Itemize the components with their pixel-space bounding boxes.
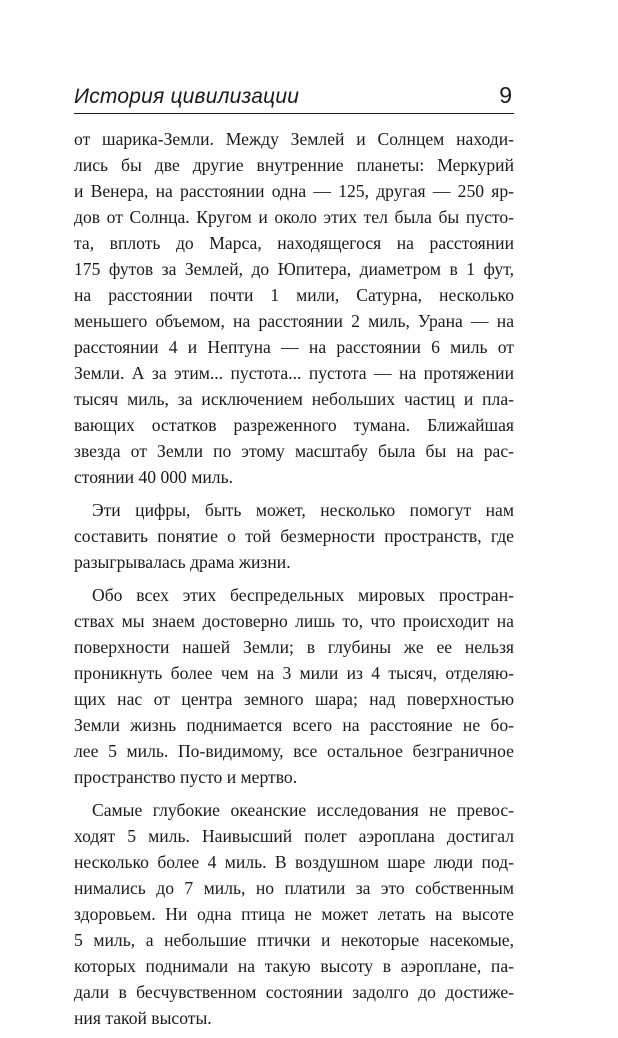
text-line: ходят 5 миль. Наивысший полет аэроплана достигал [74, 826, 514, 846]
text-line: Земли жизнь поднимается всего на расстояние не бо- [74, 715, 514, 735]
text-line: меньшего объемом, на расстоянии 2 миль, Урана — на [74, 311, 514, 331]
paragraph [74, 497, 514, 575]
running-title: История цивилизации [74, 85, 300, 108]
text-line: лись бы две другие внутренние планеты: Меркурий [74, 155, 514, 175]
text-line: поверхности нашей Земли; в глубины же ее нельзя [74, 637, 514, 657]
text-line: и Венера, на расстоянии одна — 125, другая — 250 яр- [74, 181, 514, 201]
text-line: ствах мы знаем достоверно лишь то, что происходит на [74, 611, 514, 631]
paragraph [74, 797, 514, 1031]
body-text [74, 126, 514, 1038]
text-line: тысяч миль, за исключением небольших частиц и пла- [74, 389, 514, 409]
text-line: дали в бесчувственном состоянии задолго до достиже- [74, 982, 514, 1002]
text-line: дов от Солнца. Кругом и около этих тел была бы пусто- [74, 207, 514, 227]
text-line: стоянии 40 000 миль. [74, 467, 233, 487]
running-header [74, 80, 514, 116]
text-line: щих нас от центра земного шара; над поверхностью [74, 689, 514, 709]
text-line: составить понятие о той безмерности пространств, где [74, 526, 514, 546]
text-line: Самые глубокие океанские исследования не превос- [92, 800, 514, 820]
text-line: на расстоянии почти 1 мили, Сатурна, несколько [74, 285, 514, 305]
header-rule [74, 113, 514, 114]
text-line: нимались до 7 миль, но платили за это собственным [74, 878, 514, 898]
text-line: проникнуть более чем на 3 мили из 4 тысяч, отделяю- [74, 663, 514, 683]
text-line: 175 футов за Землей, до Юпитера, диаметром в 1 фут, [74, 259, 514, 279]
text-line: Эти цифры, быть может, несколько помогут нам [92, 500, 514, 520]
text-line: та, вплоть до Марса, находящегося на расстоянии [74, 233, 514, 253]
text-line: ния такой высоты. [74, 1008, 212, 1028]
text-line: здоровьем. Ни одна птица не может летать на высоте [74, 904, 514, 924]
text-line: звезда от Земли по этому масштабу была бы на рас- [74, 441, 514, 461]
text-line: от шарика-Земли. Между Землей и Солнцем находи- [74, 129, 514, 149]
text-line: 5 миль, а небольшие птички и некоторые насекомые, [74, 930, 514, 950]
page-number: 9 [499, 82, 512, 108]
text-line: расстоянии 4 и Нептуна — на расстоянии 6 миль от [74, 337, 514, 357]
text-line: которых поднимали на такую высоту в аэроплане, па- [74, 956, 514, 976]
paragraph [74, 582, 514, 790]
text-line: разыгрывалась драма жизни. [74, 552, 291, 572]
text-line: пространство пусто и мертво. [74, 767, 298, 787]
paragraph [74, 126, 514, 490]
text-line: Земли. А за этим... пустота... пустота — на протяжении [74, 363, 514, 383]
text-line: Обо всех этих беспредельных мировых простран- [92, 585, 514, 605]
text-line: несколько более 4 миль. В воздушном шаре люди под- [74, 852, 514, 872]
text-line: лее 5 миль. По-видимому, все остальное безграничное [74, 741, 514, 761]
text-line: вающих остатков разреженного тумана. Ближайшая [74, 415, 514, 435]
